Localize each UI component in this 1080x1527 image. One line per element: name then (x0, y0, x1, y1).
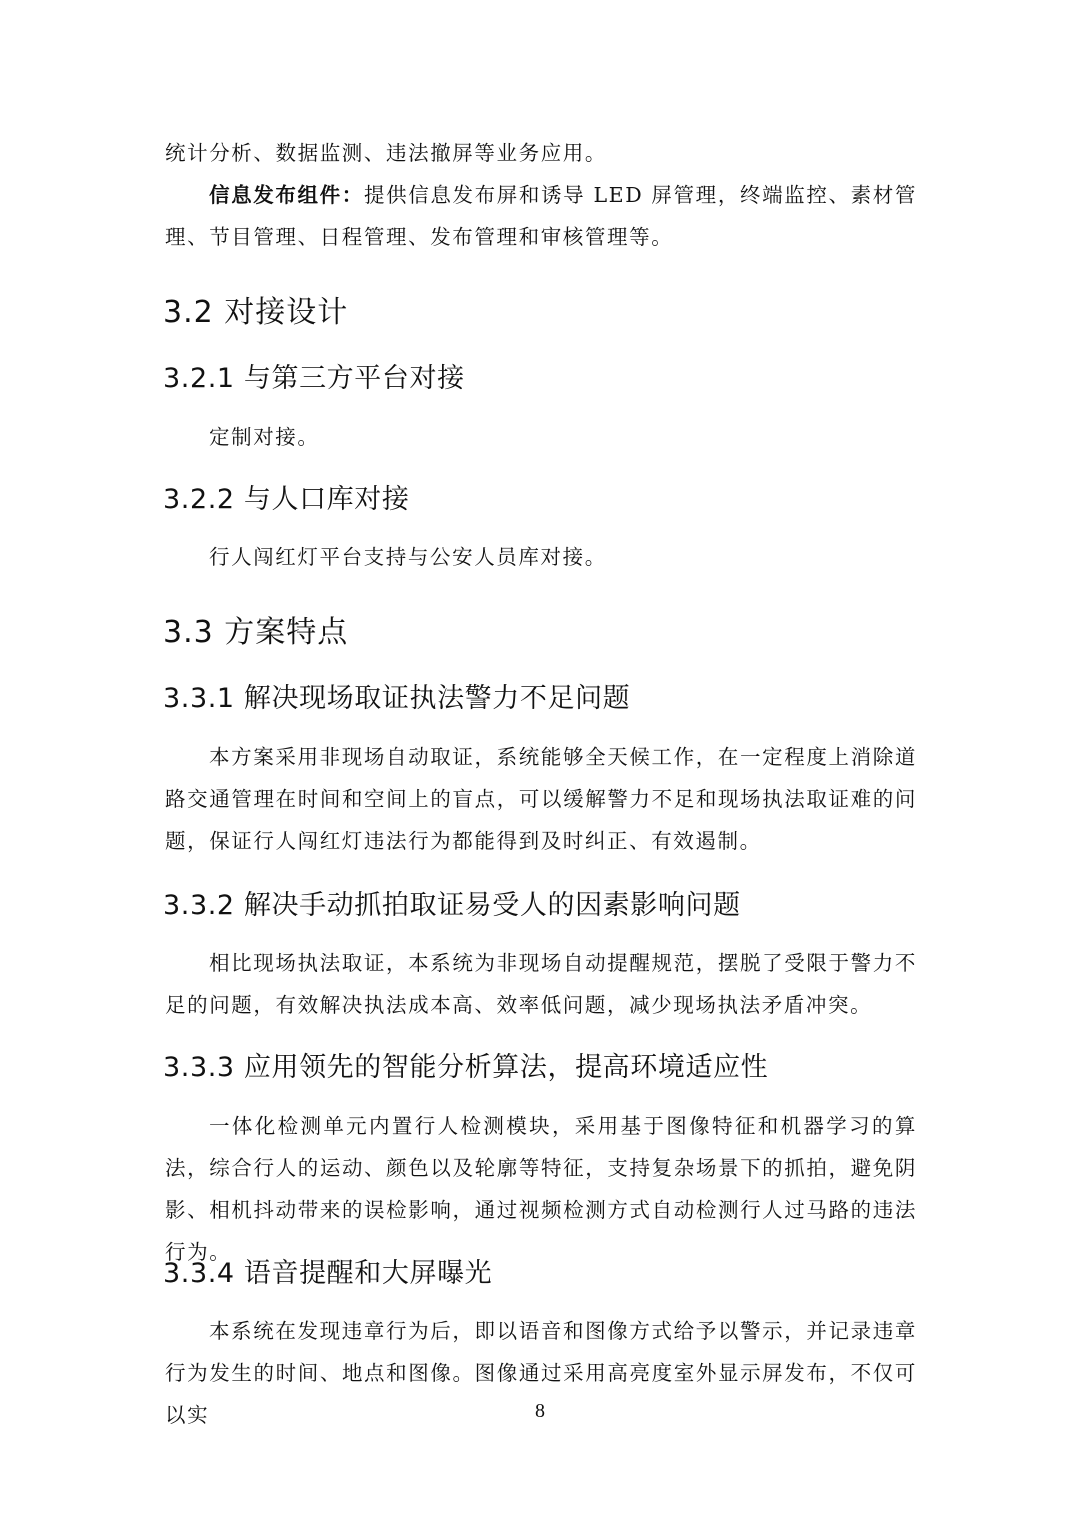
heading-3-2-1: 3.2.1 与第三方平台对接 (163, 363, 465, 394)
term-info-publish-component: 信息发布组件： (209, 183, 364, 207)
heading-3-3-4: 3.3.4 语音提醒和大屏曝光 (163, 1258, 493, 1289)
heading-3-2: 3.2 对接设计 (163, 295, 349, 330)
paragraph-text: 提供信息发布屏和诱导 LED 屏管理，终端监控、素材管理、节目管理、日程管理、发布管理和审核管理等。 (165, 183, 918, 249)
paragraph-3-3-4: 本系统在发现违章行为后，即以语音和图像方式给予以警示，并记录违章行为发生的时间、地点和图像。图像通过采用高亮度室外显示屏发布，不仅可以实 (165, 1319, 917, 1427)
paragraph-business-apps: 统计分析、数据监测、违法撤屏等业务应用。 (165, 141, 607, 165)
page-number: 8 (535, 1400, 545, 1422)
paragraph-3-2-2: 行人闯红灯平台支持与公安人员库对接。 (209, 545, 607, 569)
paragraph-info-publish-component (165, 174, 917, 258)
heading-3-3-1: 3.3.1 解决现场取证执法警力不足问题 (163, 683, 631, 714)
heading-3-2-2: 3.2.2 与人口库对接 (163, 484, 410, 515)
paragraph-3-3-2: 相比现场执法取证，本系统为非现场自动提醒规范，摆脱了受限于警力不足的问题，有效解决执法成本高、效率低问题，减少现场执法矛盾冲突。 (165, 951, 917, 1017)
paragraph-3-2-1: 定制对接。 (209, 425, 320, 449)
heading-3-3: 3.3 方案特点 (163, 615, 349, 650)
paragraph-3-3-3: 一体化检测单元内置行人检测模块，采用基于图像特征和机器学习的算法，综合行人的运动、颜色以及轮廓等特征，支持复杂场景下的抓拍，避免阴影、相机抖动带来的误检影响，通过视频检测方式自动检测行人过马路的违法行为。 (165, 1114, 917, 1264)
paragraph-3-3-1: 本方案采用非现场自动取证，系统能够全天候工作，在一定程度上消除道路交通管理在时间和空间上的盲点，可以缓解警力不足和现场执法取证难的问题，保证行人闯红灯违法行为都能得到及时纠正、有效遏制。 (165, 745, 917, 853)
heading-3-3-2: 3.3.2 解决手动抓拍取证易受人的因素影响问题 (163, 890, 741, 921)
heading-3-3-3: 3.3.3 应用领先的智能分析算法，提高环境适应性 (163, 1052, 769, 1083)
